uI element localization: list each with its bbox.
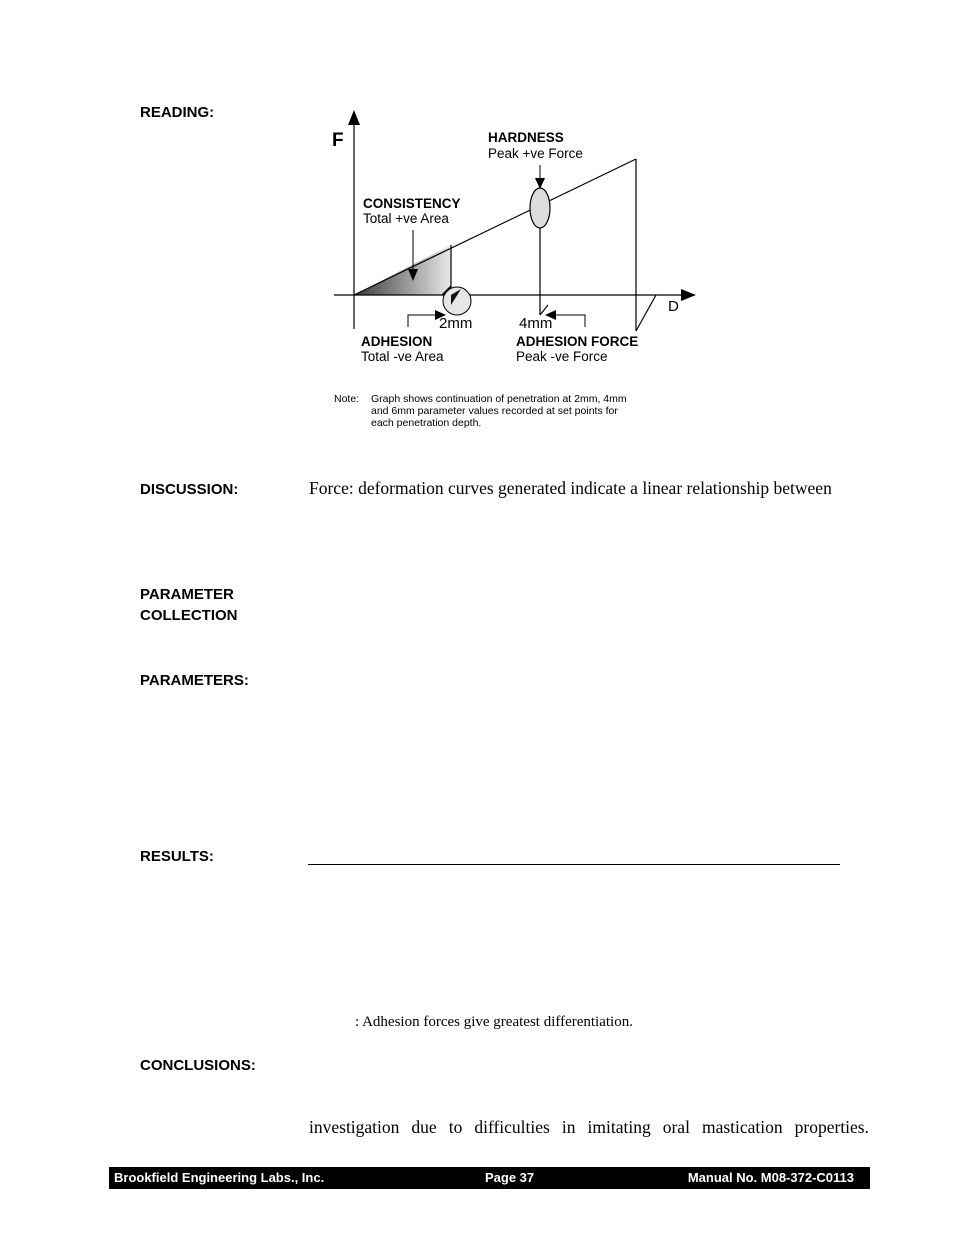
section-parameters-label: PARAMETERS: [140, 672, 249, 689]
section-results-label: RESULTS: [140, 848, 214, 865]
force-axis-label: F [332, 130, 344, 151]
results-table-rule [308, 864, 840, 865]
force-curve [354, 159, 636, 295]
footer-company: Brookfield Engineering Labs., Inc. [114, 1170, 325, 1185]
footer-page-number: Page 37 [485, 1170, 535, 1185]
adhesion-force-leader [555, 315, 585, 327]
reading-diagram [320, 105, 700, 435]
marker-4mm-label: 4mm [519, 315, 553, 332]
footer-manual-number: Manual No. M08-372-C0113 [687, 1170, 854, 1185]
note-line-2: and 6mm parameter values recorded at set points for [371, 405, 618, 417]
consistency-title: CONSISTENCY [363, 196, 461, 211]
results-note: : Adhesion forces give greatest differentiation. [355, 1014, 633, 1030]
note-line-3: each penetration depth. [371, 417, 482, 429]
adhesion-force-dip [540, 305, 548, 315]
hardness-leader-arrowhead [535, 178, 545, 189]
adhesion-force-title: ADHESION FORCE [516, 334, 639, 349]
conclusions-text: investigation due to difficulties in imitating oral mastication properties. [309, 1117, 869, 1137]
hardness-subtitle: Peak +ve Force [488, 146, 583, 161]
distance-axis-arrowhead [681, 289, 696, 301]
page-footer [109, 1167, 870, 1189]
force-axis-arrowhead [348, 110, 360, 125]
note-label: Note: [334, 393, 360, 405]
discussion-text: Force: deformation curves generated indicate a linear relationship between [309, 478, 832, 498]
withdrawal-return-line [636, 295, 656, 331]
adhesion-subtitle: Total -ve Area [361, 349, 444, 364]
adhesion-leader [408, 315, 436, 327]
section-parameter-collection-label-line2: COLLECTION [140, 607, 238, 624]
consistency-subtitle: Total +ve Area [363, 211, 449, 226]
section-reading-label: READING: [140, 104, 215, 121]
hardness-ellipse [530, 188, 550, 228]
section-discussion-label: DISCUSSION: [140, 481, 239, 498]
section-conclusions-label: CONCLUSIONS: [140, 1057, 256, 1074]
adhesion-force-subtitle: Peak -ve Force [516, 349, 608, 364]
marker-2mm-label: 2mm [439, 315, 473, 332]
hardness-title: HARDNESS [488, 130, 564, 145]
adhesion-ellipse [443, 287, 471, 315]
note-line-1: Graph shows continuation of penetration at 2mm, 4mm [371, 393, 627, 405]
section-parameter-collection-label-line1: PARAMETER [140, 586, 234, 603]
adhesion-title: ADHESION [361, 334, 433, 349]
distance-axis-label: D [668, 298, 679, 315]
